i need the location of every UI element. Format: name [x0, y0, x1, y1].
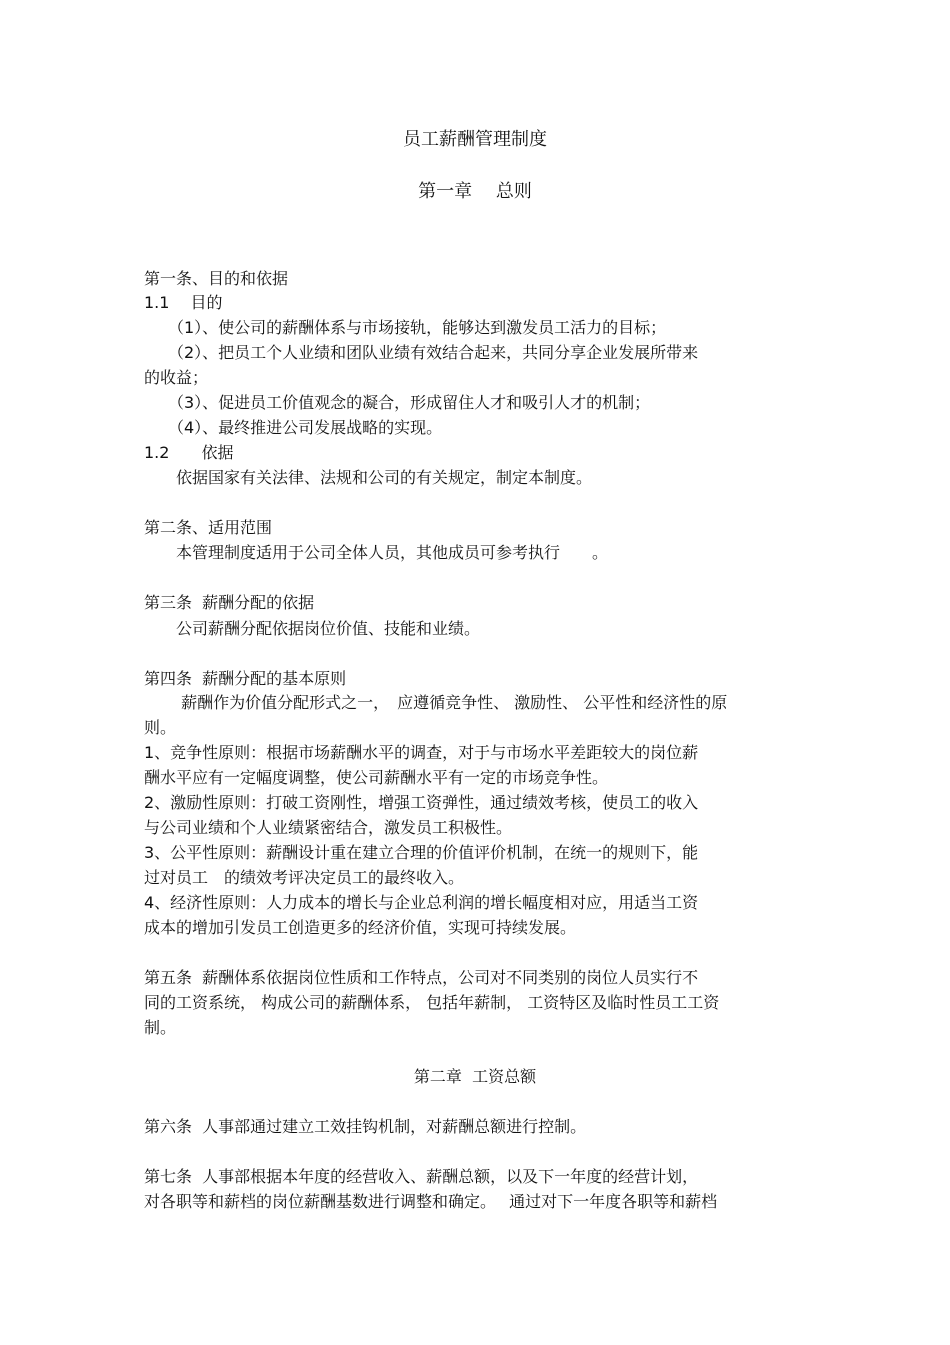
text-line: 制。	[144, 1018, 177, 1037]
text-line: 过对员工 的绩效考评决定员工的最终收入。	[144, 868, 465, 887]
text-line: （1）、使公司的薪酬体系与市场接轨，能够达到激发员工活力的目标；	[144, 318, 667, 337]
text-line: 第一条、目的和依据	[144, 269, 289, 288]
text-line: （4）、最终推进公司发展战略的实现。	[144, 418, 443, 437]
text-line: （2）、把员工个人业绩和团队业绩有效结合起来，共同分享企业发展所带来	[144, 343, 699, 362]
text-line: 第七条 人事部根据本年度的经营收入、薪酬总额，以及下一年度的经营计划，	[144, 1167, 699, 1186]
text-line: 薪酬作为价值分配形式之一， 应遵循竞争性、 激励性、 公平性和经济性的原	[144, 693, 728, 712]
text-line: 4、经济性原则：人力成本的增长与企业总利润的增长幅度相对应，用适当工资	[144, 893, 699, 912]
text-line: 与公司业绩和个人业绩紧密结合，激发员工积极性。	[144, 818, 513, 837]
text-line: 依据国家有关法律、法规和公司的有关规定，制定本制度。	[144, 468, 593, 487]
text-line: 1.1 目的	[144, 293, 223, 312]
chapter-heading: 第二章 工资总额	[413, 1067, 537, 1086]
text-line: （3）、促进员工价值观念的凝合，形成留住人才和吸引人才的机制；	[144, 393, 651, 412]
chapter-heading: 第一章 总则	[418, 181, 532, 202]
text-line: 第三条 薪酬分配的依据	[144, 593, 315, 612]
text-line: 酬水平应有一定幅度调整，使公司薪酬水平有一定的市场竞争性。	[144, 768, 609, 787]
text-line: 同的工资系统， 构成公司的薪酬体系， 包括年薪制， 工资特区及临时性员工工资	[144, 993, 720, 1012]
text-line: 1、竞争性原则：根据市场薪酬水平的调查，对于与市场水平差距较大的岗位薪	[144, 743, 699, 762]
text-line: 3、公平性原则：薪酬设计重在建立合理的价值评价机制，在统一的规则下，能	[144, 843, 699, 862]
document-title: 员工薪酬管理制度	[403, 129, 547, 150]
text-line: 第二条、适用范围	[144, 518, 273, 537]
text-line: 公司薪酬分配依据岗位价值、技能和业绩。	[144, 619, 481, 638]
text-line: 1.2 依据	[144, 443, 234, 462]
text-line: 第四条 薪酬分配的基本原则	[144, 669, 347, 688]
text-line: 2、激励性原则：打破工资刚性，增强工资弹性，通过绩效考核，使员工的收入	[144, 793, 699, 812]
text-line: 对各职等和薪档的岗位薪酬基数进行调整和确定。 通过对下一年度各职等和薪档	[144, 1192, 718, 1211]
text-line: 的收益；	[144, 368, 209, 387]
text-line: 则。	[144, 718, 177, 737]
text-line: 本管理制度适用于公司全体人员，其他成员可参考执行 。	[144, 543, 609, 562]
text-line: 成本的增加引发员工创造更多的经济价值，实现可持续发展。	[144, 918, 577, 937]
text-line: 第六条 人事部通过建立工效挂钩机制，对薪酬总额进行控制。	[144, 1117, 587, 1136]
text-line: 第五条 薪酬体系依据岗位性质和工作特点，公司对不同类别的岗位人员实行不	[144, 968, 699, 987]
